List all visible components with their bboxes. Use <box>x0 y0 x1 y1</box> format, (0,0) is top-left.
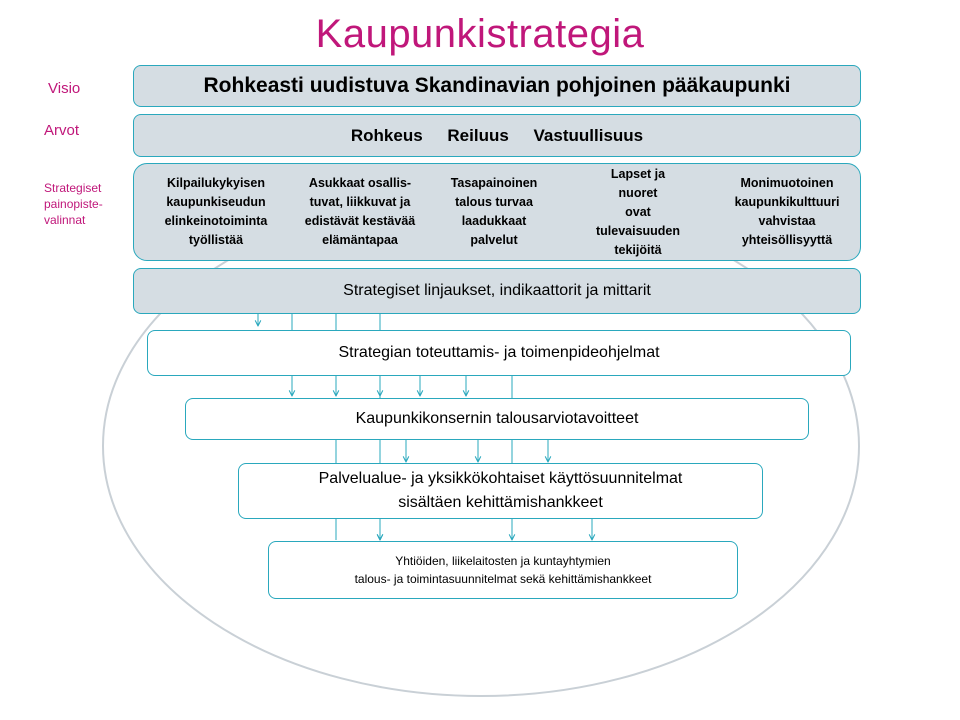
choice-item <box>286 164 434 260</box>
choice-text: Asukkaat osallis- tuvat, liikkuvat ja edistävät kestävää elämäntapaa <box>304 176 416 247</box>
talousarvio-box <box>185 398 809 440</box>
choice-item <box>568 164 708 260</box>
yhtiot-box <box>268 541 738 599</box>
values-list <box>341 126 653 146</box>
values-box <box>133 114 861 157</box>
vision-text: Rohkeasti uudistuva Skandinavian pohjoinen pääkaupunki <box>203 74 791 97</box>
value-item: Rohkeus <box>350 125 423 145</box>
palvelualue-box <box>238 463 763 519</box>
choice-text: Tasapainoinen talous turvaa laadukkaat palvelut <box>450 176 538 247</box>
label-arvot: Arvot <box>44 122 80 139</box>
choice-text: Kilpailukykyisen kaupunkiseudun elinkeinotoiminta työllistää <box>164 176 268 247</box>
talousarvio-text: Kaupunkikonsernin talousarviotavoitteet <box>355 410 639 427</box>
palvelualue-text: Palvelualue- ja yksikkökohtaiset käyttösuunnitelmat sisältäen kehittämishankkeet <box>318 470 683 511</box>
value-item: Vastuullisuus <box>533 125 644 145</box>
choice-item <box>142 164 290 260</box>
value-item: Reiluus <box>447 125 509 145</box>
yhtiot-text: Yhtiöiden, liikelaitosten ja kuntayhtymien talous- ja toimintasuunnitelmat sekä kehittämishankkeet <box>354 554 652 586</box>
label-strategiset: Strategiset painopiste- valinnat <box>44 181 103 227</box>
choice-item <box>720 164 854 260</box>
label-visio: Visio <box>48 80 81 97</box>
toteuttamis-text: Strategian toteuttamis- ja toimenpideohjelmat <box>338 344 660 361</box>
page-title: Kaupunkistrategia <box>315 12 645 56</box>
strategic-choices-box <box>133 163 861 261</box>
vision-box <box>133 65 861 107</box>
linjaukset-text: Strategiset linjaukset, indikaattorit ja mittarit <box>343 282 651 299</box>
linjaukset-box <box>133 268 861 314</box>
choice-item <box>426 164 562 260</box>
choice-text: Lapset ja nuoret ovat tulevaisuuden tekijöitä <box>595 166 681 257</box>
choice-text: Monimuotoinen kaupunkikulttuuri vahvistaa yhteisöllisyyttä <box>734 176 840 247</box>
toteuttamis-box <box>147 330 851 376</box>
